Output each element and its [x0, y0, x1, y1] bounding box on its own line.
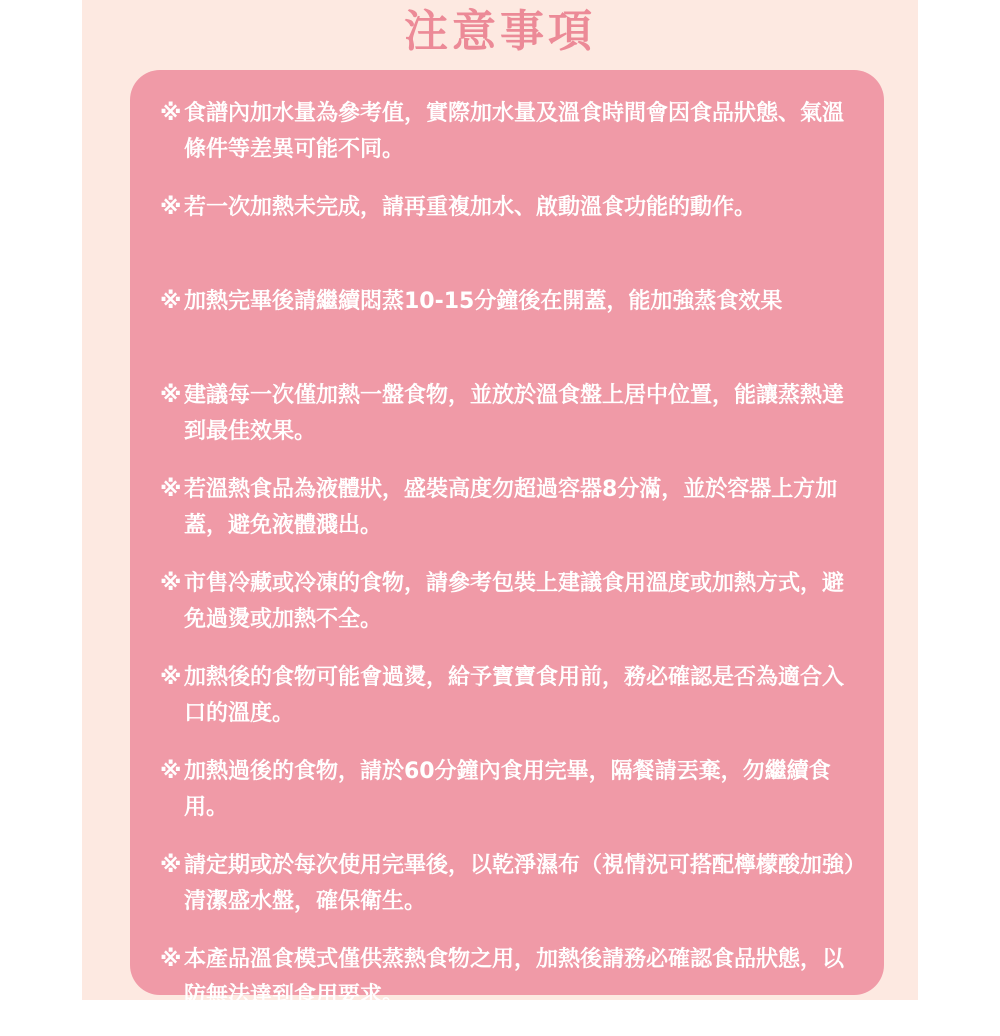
reference-mark-icon: ※ [160, 477, 182, 502]
note-item [160, 472, 860, 566]
note-text: 若一次加熱未完成，請再重複加水、啟動溫食功能的動作。 [184, 195, 757, 220]
notes-list [160, 96, 860, 1036]
reference-mark-icon: ※ [160, 853, 182, 878]
note-item [160, 96, 860, 190]
reference-mark-icon: ※ [160, 571, 182, 596]
page-title: 注意事項 [404, 6, 596, 57]
note-text: 食譜內加水量為參考值，實際加水量及溫食時間會因食品狀態、氣溫條件等差異可能不同。 [184, 101, 845, 162]
note-text: 市售冷藏或冷凍的食物，請參考包裝上建議食用溫度或加熱方式，避免過燙或加熱不全。 [184, 571, 845, 632]
note-text: 建議每一次僅加熱一盤食物，並放於溫食盤上居中位置，能讓蒸熱達到最佳效果。 [184, 383, 845, 444]
note-item [160, 754, 860, 848]
note-text: 若溫熱食品為液體狀，盛裝高度勿超過容器8分滿，並於容器上方加蓋，避免液體濺出。 [184, 477, 838, 538]
note-item [160, 190, 860, 284]
note-item [160, 848, 860, 942]
reference-mark-icon: ※ [160, 947, 182, 972]
note-text: 加熱過後的食物，請於60分鐘內食用完畢，隔餐請丟棄，勿繼續食用。 [184, 759, 831, 820]
reference-mark-icon: ※ [160, 101, 182, 126]
reference-mark-icon: ※ [160, 195, 182, 220]
note-text: 加熱後的食物可能會過燙，給予寶寶食用前，務必確認是否為適合入口的溫度。 [184, 665, 845, 726]
note-item [160, 378, 860, 472]
reference-mark-icon: ※ [160, 665, 182, 690]
reference-mark-icon: ※ [160, 383, 182, 408]
note-item [160, 942, 860, 1036]
reference-mark-icon: ※ [160, 759, 182, 784]
note-text: 本產品溫食模式僅供蒸熱食物之用，加熱後請務必確認食品狀態，以防無法達到食用要求。 [184, 947, 845, 1008]
note-text: 加熱完畢後請繼續悶蒸10-15分鐘後在開蓋，能加強蒸食效果 [184, 289, 783, 314]
note-item [160, 284, 860, 378]
note-item [160, 566, 860, 660]
reference-mark-icon: ※ [160, 289, 182, 314]
note-text: 請定期或於每次使用完畢後，以乾淨濕布（視情況可搭配檸檬酸加強）清潔盛水盤，確保衛生。 [184, 853, 856, 914]
note-item [160, 660, 860, 754]
